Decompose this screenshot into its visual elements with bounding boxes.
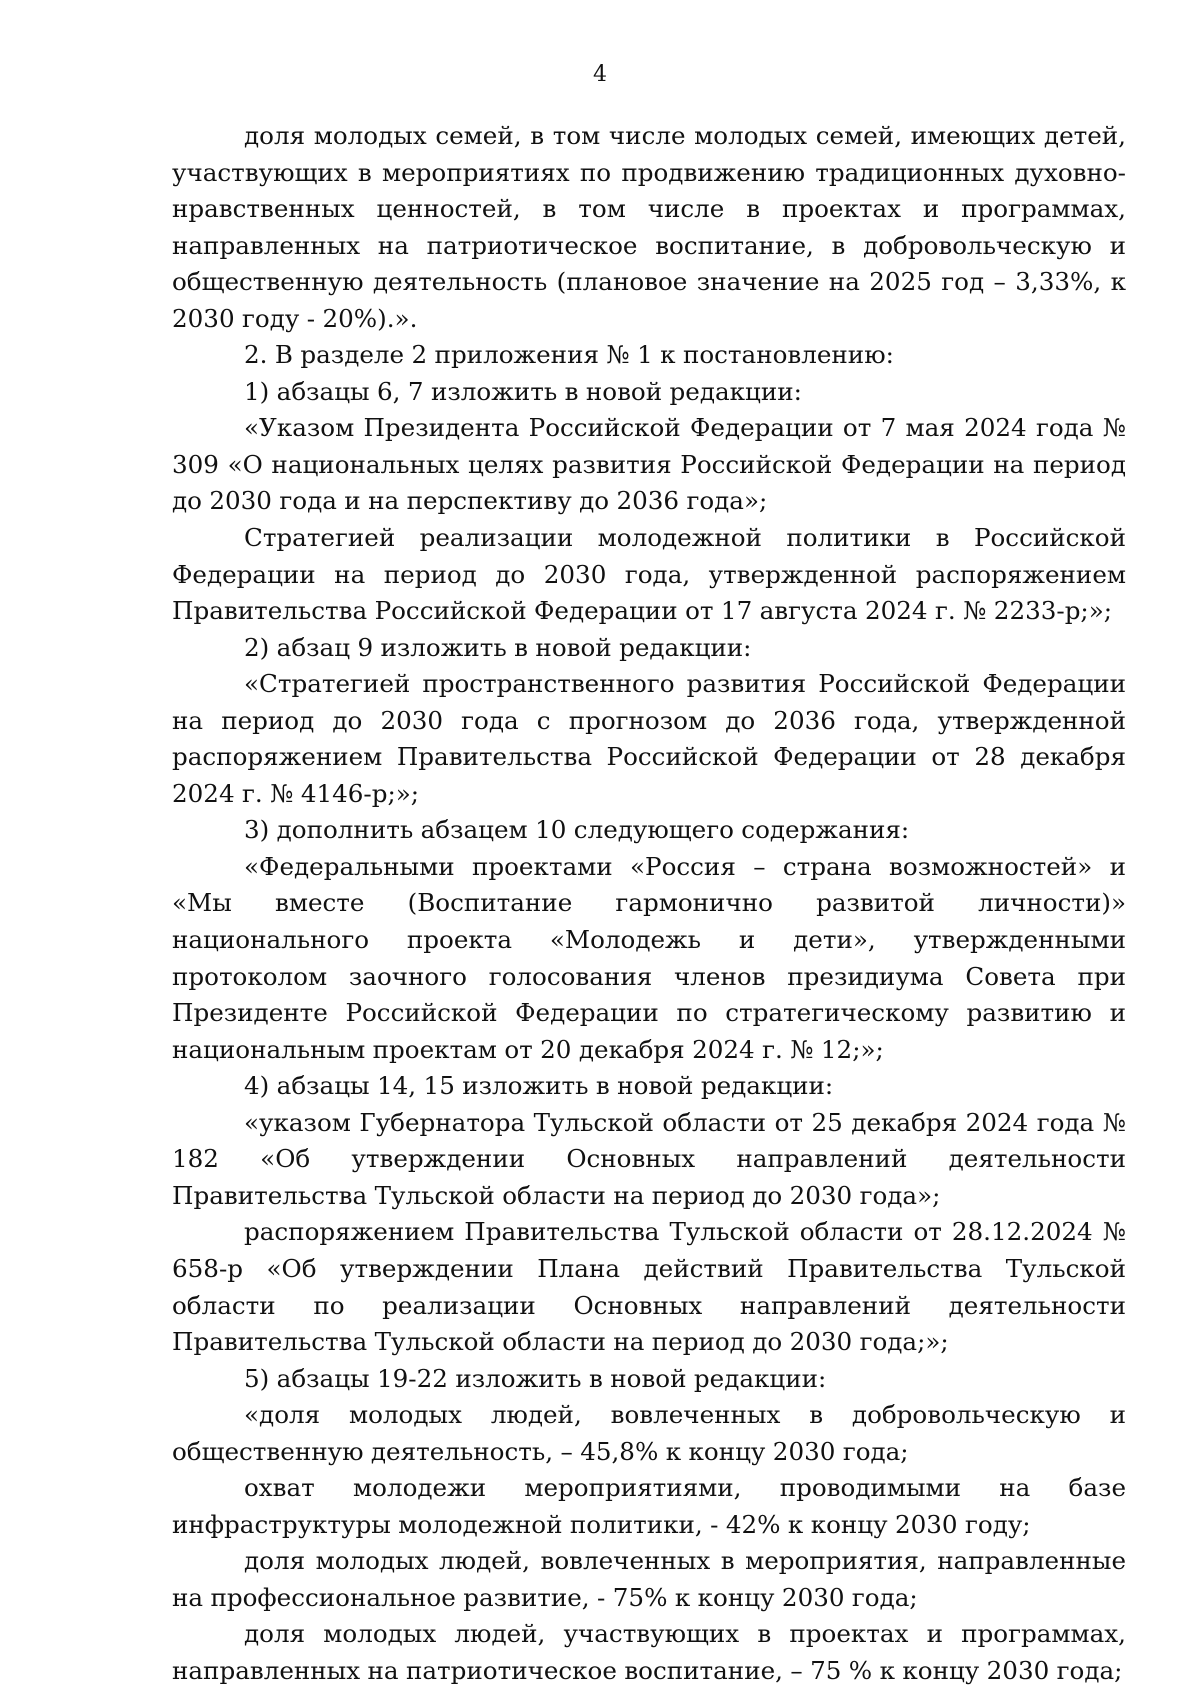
paragraph-item-4-header: 4) абзацы 14, 15 изложить в новой редакции: — [244, 1071, 834, 1101]
paragraph-federal-projects: «Федеральными проектами «Россия – страна возможностей» и «Мы вместе (Воспитание гармонично развитой личности)» национального проекта «Молодежь и дети», утвержденными протоколом заочного голосования членов президиума Совета при Президенте Российской Федерации по стратегическому развитию и национальным проектам от 20 декабря 2024 г. № 12;»; — [172, 851, 1126, 1064]
paragraph-item-2-header: 2) абзац 9 изложить в новой редакции: — [244, 632, 752, 662]
paragraph-item-1-header: 1) абзацы 6, 7 изложить в новой редакции: — [244, 376, 802, 406]
paragraph-section-2-intro: 2. В разделе 2 приложения № 1 к постановлению: — [244, 340, 894, 370]
paragraph-spatial-development-strategy: «Стратегией пространственного развития Российской Федерации на период до 2030 года с прогнозом до 2036 года, утвержденной распоряжением Правительства Российской Федерации от 28 декабря 2024 г. № 4146-р;»; — [172, 669, 1126, 808]
paragraph-item-5-header: 5) абзацы 19-22 изложить в новой редакции: — [244, 1363, 827, 1393]
paragraph-young-families-share: доля молодых семей, в том числе молодых семей, имеющих детей, участвующих в мероприятиях по продвижению традиционных духовно-нравственных ценностей, в том числе в проектах и программах, направленных на патриотическое воспитание, в добровольческую и общественную деятельность (плановое значение на 2025 год – 3,33%, к 2030 году - 20%).». — [172, 121, 1126, 333]
paragraph-youth-policy-strategy: Стратегией реализации молодежной политики в Российской Федерации на период до 2030 года, утвержденной распоряжением Правительства Российской Федерации от 17 августа 2024 г. № 2233-р;»; — [172, 523, 1126, 626]
paragraph-patriotic-education: доля молодых людей, участвующих в проектах и программах, направленных на патриотическое воспитание, – 75 % к концу 2030 года; — [172, 1619, 1126, 1685]
paragraph-professional-development: доля молодых людей, вовлеченных в мероприятия, направленные на профессиональное развитие, - 75% к концу 2030 года; — [172, 1546, 1126, 1612]
document-body — [172, 118, 1126, 1690]
page-number: 4 — [593, 62, 607, 87]
paragraph-volunteer-share: «доля молодых людей, вовлеченных в добровольческую и общественную деятельность, – 45,8% к концу 2030 года; — [172, 1400, 1126, 1466]
paragraph-government-order: распоряжением Правительства Тульской области от 28.12.2024 № 658-р «Об утверждении Плана действий Правительства Тульской области по реализации Основных направлений деятельности Правительства Тульской области на период до 2030 года;»; — [172, 1217, 1126, 1357]
paragraph-presidential-decree: «Указом Президента Российской Федерации от 7 мая 2024 года № 309 «О национальных целях развития Российской Федерации на период до 2030 года и на перспективу до 2036 года»; — [172, 413, 1126, 516]
paragraph-youth-coverage: охват молодежи мероприятиями, проводимыми на базе инфраструктуры молодежной политики, - 42% к концу 2030 году; — [172, 1473, 1126, 1539]
paragraph-governor-decree: «указом Губернатора Тульской области от 25 декабря 2024 года № 182 «Об утверждении Основных направлений деятельности Правительства Тульской области на период до 2030 года»; — [172, 1107, 1126, 1210]
paragraph-item-3-header: 3) дополнить абзацем 10 следующего содержания: — [244, 815, 910, 845]
